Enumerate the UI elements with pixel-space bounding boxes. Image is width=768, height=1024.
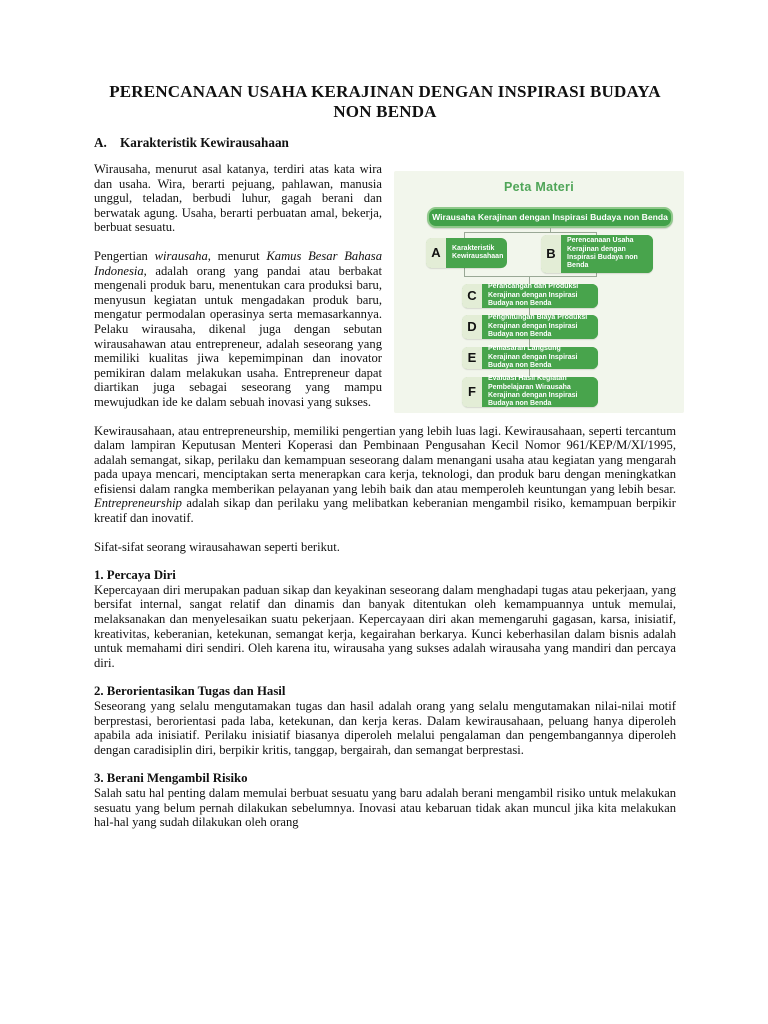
section-heading-a <box>94 135 676 151</box>
title-line-1: PERENCANAAN USAHA KERAJINAN DENGAN INSPIRASI BUDAYA <box>109 82 661 101</box>
figure-node-b <box>541 235 653 273</box>
paragraph-berorientasi-tugas: Seseorang yang selalu mengutamakan tugas dan hasil adalah orang yang selalu mengutamakan nilai-nilai motif berprestasi, berorientasi pada laba, ketekunan, dan kerja keras. Dalam kewirausahaan, peluang hanya diperoleh apabila ada inisiatif. Perilaku inisiatif biasanya diperoleh melalui pengalaman dan pengembangannya diperoleh dengan caradisiplin diri, berpikir kritis, tanggap, bergairah, dan semangat berprestasi. <box>94 699 676 757</box>
page-title <box>94 82 676 122</box>
node-e-letter: E <box>462 347 482 369</box>
figure-node-e <box>462 347 598 369</box>
node-d-label: Penghitungan Biaya Produksi Kerajinan dengan Inspirasi Budaya non Benda <box>482 315 598 339</box>
node-c-label: Perancangan dan Produksi Kerajinan dengan Inspirasi Budaya non Benda <box>482 284 598 308</box>
node-b-label: Perencanaan Usaha Kerajinan dengan Inspirasi Budaya non Benda <box>561 235 653 273</box>
node-f-label: Evaluasi Hasil Kegiatan Pembelajaran Wirausaha Kerajinan dengan Inspirasi Budaya non Benda <box>482 377 598 407</box>
node-a-label: Karakteristik Kewirausahaan <box>446 238 507 268</box>
figure-node-a <box>426 238 504 268</box>
figure-root-box: Wirausaha Kerajinan dengan Inspirasi Budaya non Benda <box>427 207 673 228</box>
node-b-letter: B <box>541 235 561 273</box>
paragraph-wirausaha-definition: Wirausaha, menurut asal katanya, terdiri atas kata wira dan usaha. Wira, berarti pejuang, pahlawan, manusia unggul, teladan, berbudi luhur, gagah berani dan berwatak agung. Usaha, berarti perbuatan amal, bekerja, berbuat sesuatu. <box>94 162 382 235</box>
node-d-letter: D <box>462 315 482 339</box>
paragraph-percaya-diri: Kepercayaan diri merupakan paduan sikap dan keyakinan seseorang dalam menghadapi tugas atau pekerjaan, yang bersifat internal, sangat relatif dan dinamis dan banyak ditentukan oleh kemampuannya untuk memulai, melaksanakan dan menyelesaikan suatu pekerjaan. Kepercayaan diri akan memengaruhi gagasan, karsa, inisiatif, kreativitas, keberanian, ketekunan, semangat kerja, kegairahan berkarya. Kunci keberhasilan dalam bisnis adalah untuk memahami diri sendiri. Oleh karena itu, wirausaha yang sukses adalah wirausaha yang mandiri dan percaya diri. <box>94 582 676 670</box>
paragraph-berani-risiko: Salah satu hal penting dalam memulai berbuat sesuatu yang baru adalah berani mengambil risiko untuk melakukan sesuatu yang belum pernah dilakukan sebelumnya. Inovasi atau kebaruan tidak akan muncul jika kita melakukan hal-hal yang sudah dilakukan oleh orang <box>94 785 676 830</box>
figure-node-d <box>462 315 598 339</box>
figure-title: Peta Materi <box>504 180 574 194</box>
document-body <box>94 162 676 830</box>
paragraph-sifat-intro: Sifat-sifat seorang wirausahawan seperti berikut. <box>94 539 340 554</box>
figure-node-f <box>462 377 598 407</box>
subheading-berani-risiko: 3. Berani Mengambil Risiko <box>94 771 248 786</box>
section-heading-text: Karakteristik Kewirausahaan <box>120 135 289 150</box>
paragraph-kewirausahaan: Kewirausahaan, atau entrepreneurship, memiliki pengertian yang lebih luas lagi. Kewirausahaan, seperti tercantum dalam lampiran Keputusan Menteri Koperasi dan Pembinaan Pengusahan Kecil Nomor 961/KEP/M/XI/1995, adalah semangat, sikap, perilaku dan kemampuan seseorang dalam menangani usaha atau kegiatan yang mengarah pada upaya mencari, menciptakan serta menerapkan cara kerja, teknologi, dan produk baru dengan meningkatkan efisiensi dalam rangka memberikan pelayanan yang lebih baik dan atau memperoleh keuntungan yang lebih besar. Entrepreneurship adalah sikap dan perilaku yang melibatkan keberanian mengambil risiko, kemampuan berpikir kreatif dan inovatif. <box>94 423 676 526</box>
node-f-letter: F <box>462 377 482 407</box>
title-line-2: NON BENDA <box>333 102 437 121</box>
node-a-letter: A <box>426 238 446 268</box>
node-e-label: Pemasaran Langsung Kerajinan dengan Inspirasi Budaya non Benda <box>482 347 598 369</box>
peta-materi-figure <box>394 171 684 413</box>
node-c-letter: C <box>462 284 482 308</box>
section-heading-marker: A. <box>94 135 107 150</box>
subheading-percaya-diri: 1. Percaya Diri <box>94 568 176 583</box>
paragraph-kbbi-definition: Pengertian wirausaha, menurut Kamus Besar Bahasa Indonesia, adalah orang yang pandai atau berbakat mengenali produk baru, menentukan cara produksi baru, menyusun kegiatan untuk mengadakan produk baru, mengatur permodalan operasinya serta memasarkannya. Pelaku wirausaha, dikenal juga dengan sebutan wirausahawan atau entrepreneur, adalah seseorang yang memiliki kualitas jiwa kepemimpinan dan inovator pemikiran dalam melakukan usaha. Entrepreneur dapat diartikan juga sebagai seseorang yang mampu mewujudkan ide ke dalam sebuah inovasi yang sukses. <box>94 248 382 409</box>
figure-node-c <box>462 284 598 308</box>
subheading-berorientasi-tugas: 2. Berorientasikan Tugas dan Hasil <box>94 684 286 699</box>
